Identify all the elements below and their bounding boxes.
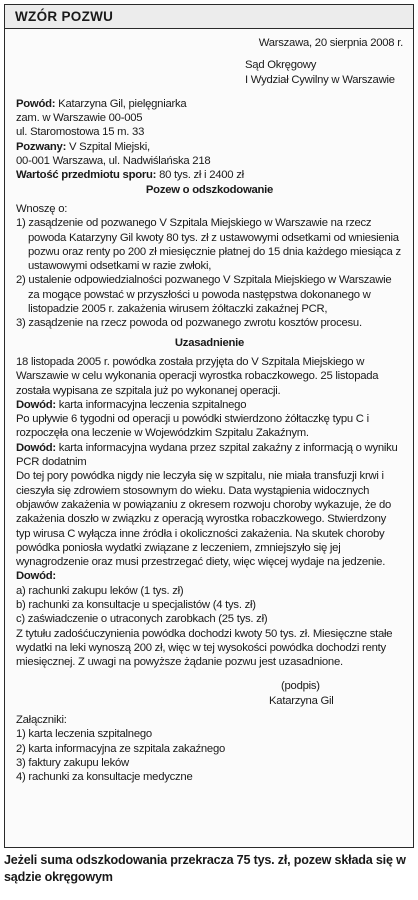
evidence-label: Dowód: [16, 441, 56, 454]
place-date: Warszawa, 20 sierpnia 2008 r. [258, 37, 403, 49]
justification-paragraph: Po upływie 6 tygodni od operacji u powódki stwierdzono żółtaczkę typu C i rozpoczęła ona leczenie w Wojewódzkim Szpitalu Zakaźnym. [16, 413, 369, 440]
evidence-item: b) rachunki za konsultacje u specjalistów (4 tys. zł) [16, 598, 256, 611]
signature-name: Katarzyna Gil [269, 694, 334, 707]
defendant-text: V Szpital Miejski, [66, 140, 150, 153]
evidence-text: karta informacyjna leczenia szpitalnego [55, 398, 247, 411]
defendant-label: Pozwany: [16, 140, 67, 153]
claim-item: 1) zasądzenie od pozwanego V Szpitala Miejskiego w Warszawie na rzecz powoda Katarzyny Gil kwoty 80 tys. zł z ustawowymi odsetkami od wniesienia pozwu oraz renty po 200 zł miesięcznie płatnej do 15 dnia każdego miesiąca z ustawowymi odsetkami w razie zwłoki, [16, 217, 401, 273]
plaintiff-address-1: zam. w Warszawie 00-005 [16, 112, 143, 125]
claim-intro: Wnoszę o: [16, 202, 68, 215]
claim-title: Pozew o odszkodowanie [145, 183, 274, 196]
plaintiff-line [16, 97, 403, 111]
signature-label: (podpis) [281, 680, 320, 693]
justification-paragraph: Do tej pory powódka nigdy nie leczyła się w szpitalu, nie miała transfuzji krwi i cieszyła się zdrowiem stosownym do wieku. Data wystąpienia widocznych objawów zakażenia w powiązaniu z okresem rozwoju choroby wykazuje, że do zakażenia doszło w związku z operacją wyrostka robaczkowego. Stwierdzony typ wirusa C wyłącza inne źródła i okoliczności zakażenia. Na skutek choroby powódka poniosła wydatki związane z leczeniem, zmniejszyło się jej wynagrodzenie oraz musi przestrzegać diety, więc więcej wydaje na jedzenie. [16, 470, 392, 569]
claim-item: 2) ustalenie odpowiedzialności pozwanego V Szpitala Miejskiego w Warszawie za mogące powstać w przyszłości u powoda następstwa dokonanego w listopadzie 2005 r. zakażenia wirusem żółtaczki zakaźnej PCR, [16, 274, 392, 316]
plaintiff-label: Powód: [16, 97, 56, 110]
evidence-item: a) rachunki zakupu leków (1 tys. zł) [16, 584, 184, 597]
document-frame [4, 4, 414, 848]
attachment-item: 1) karta leczenia szpitalnego [16, 728, 152, 741]
justification-paragraph: Z tytułu zadośćuczynienia powódka dochodzi kwoty 50 tys. zł. Miesięczne stałe wydatki na leki wynoszą 200 zł, więc w tej wysokości powódka dochodzi renty miesięcznej. Z uwagi na powyższe żądanie pozwu jest uzasadnione. [16, 627, 393, 669]
document-body [5, 29, 413, 785]
evidence-text: karta informacyjna wydana przez szpital zakaźny z informacją o wyniku PCR dodatnim [16, 441, 398, 469]
addressee-department: I Wydział Cywilny w Warszawie [245, 73, 395, 86]
claim-value-text: 80 tys. zł i 2400 zł [156, 169, 244, 182]
addressee-court: Sąd Okręgowy [245, 59, 317, 72]
evidence-line [16, 398, 403, 412]
document-header [5, 5, 413, 29]
evidence-label: Dowód: [16, 398, 56, 411]
attachment-item: 4) rachunki za konsultacje medyczne [16, 771, 193, 784]
evidence-item: c) zaświadczenie o utraconych zarobkach (25 tys. zł) [16, 613, 268, 626]
attachment-item: 3) faktury zakupu leków [16, 756, 129, 769]
plaintiff-text: Katarzyna Gil, pielęgniarka [55, 97, 187, 110]
justification-paragraph: 18 listopada 2005 r. powódka została przyjęta do V Szpitala Miejskiego w Warszawie w celu wykonania operacji wyrostka robaczkowego. 25 listopada została wypisana ze szpitala już po wykonanej operacji. [16, 355, 379, 397]
evidence-line [16, 441, 403, 470]
document-title: WZÓR POZWU [15, 9, 114, 24]
attachment-item: 2) karta informacyjna ze szpitala zakaźnego [16, 742, 226, 755]
evidence-label: Dowód: [16, 570, 56, 583]
defendant-address: 00-001 Warszawa, ul. Nadwiślańska 218 [16, 155, 211, 168]
plaintiff-address-2: ul. Staromostowa 15 m. 33 [16, 126, 145, 139]
footer-note: Jeżeli suma odszkodowania przekracza 75 tys. zł, pozew składa się w sądzie okręgowym [4, 853, 406, 884]
attachments-title: Załączniki: [16, 714, 67, 727]
defendant-line [16, 140, 403, 154]
claim-value-label: Wartość przedmiotu sporu: [16, 169, 157, 182]
claim-value-line [16, 168, 403, 182]
claim-item: 3) zasądzenie na rzecz powoda od pozwanego zwrotu kosztów procesu. [16, 317, 362, 330]
justification-title: Uzasadnienie [174, 336, 245, 349]
